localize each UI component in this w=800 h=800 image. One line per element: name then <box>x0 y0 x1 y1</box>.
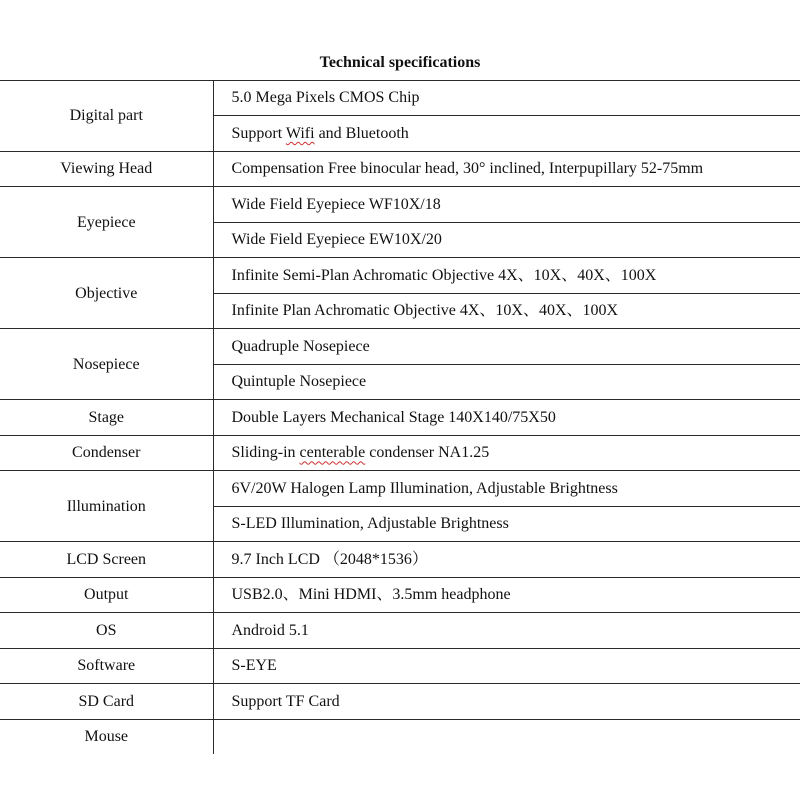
spec-value: Android 5.1 <box>213 613 800 649</box>
spec-value: Double Layers Mechanical Stage 140X140/75X50 <box>213 400 800 436</box>
row-label-software: Software <box>0 648 213 684</box>
spec-value: 6V/20W Halogen Lamp Illumination, Adjustable Brightness <box>213 471 800 507</box>
spec-value: Support Wifi and Bluetooth <box>213 116 800 152</box>
spellcheck-underline: centerable <box>299 444 366 462</box>
spec-value: USB2.0、Mini HDMI、3.5mm headphone <box>213 577 800 613</box>
table-row <box>0 471 800 507</box>
table-row <box>0 577 800 613</box>
table-row <box>0 684 800 720</box>
row-label-objective: Objective <box>0 258 213 329</box>
row-label-condenser: Condenser <box>0 435 213 471</box>
spec-sheet <box>0 45 800 754</box>
table-row <box>0 80 800 116</box>
spec-value: Wide Field Eyepiece EW10X/20 <box>213 222 800 258</box>
row-label-output: Output <box>0 577 213 613</box>
title-row <box>0 45 800 80</box>
spec-value: Quintuple Nosepiece <box>213 364 800 400</box>
table-row <box>0 719 800 754</box>
spec-value: Infinite Semi-Plan Achromatic Objective 4X、10X、40X、100X <box>213 258 800 294</box>
table-row <box>0 258 800 294</box>
table-row <box>0 187 800 223</box>
table-row <box>0 329 800 365</box>
table-row <box>0 648 800 684</box>
table-row <box>0 542 800 578</box>
row-label-illumination: Illumination <box>0 471 213 542</box>
row-label-lcd-screen: LCD Screen <box>0 542 213 578</box>
spec-value: Wide Field Eyepiece WF10X/18 <box>213 187 800 223</box>
row-label-digital-part: Digital part <box>0 80 213 151</box>
spellcheck-underline: Wifi <box>285 124 315 142</box>
row-label-eyepiece: Eyepiece <box>0 187 213 258</box>
table-row <box>0 400 800 436</box>
spec-value: Infinite Plan Achromatic Objective 4X、10X、40X、100X <box>213 293 800 329</box>
spec-value: S-LED Illumination, Adjustable Brightness <box>213 506 800 542</box>
table-row <box>0 613 800 649</box>
spec-value: Compensation Free binocular head, 30° inclined, Interpupillary 52-75mm <box>213 151 800 187</box>
row-label-os: OS <box>0 613 213 649</box>
row-label-mouse: Mouse <box>0 719 213 754</box>
table-title: Technical specifications <box>0 45 800 80</box>
table-row <box>0 435 800 471</box>
spec-value: S-EYE <box>213 648 800 684</box>
spec-value: Sliding-in centerable condenser NA1.25 <box>213 435 800 471</box>
spec-value: Support TF Card <box>213 684 800 720</box>
row-label-sd-card: SD Card <box>0 684 213 720</box>
row-label-viewing-head: Viewing Head <box>0 151 213 187</box>
row-label-nosepiece: Nosepiece <box>0 329 213 400</box>
spec-table <box>0 45 800 754</box>
table-row <box>0 151 800 187</box>
spec-value: 5.0 Mega Pixels CMOS Chip <box>213 80 800 116</box>
spec-value <box>213 719 800 754</box>
spec-value: 9.7 Inch LCD （2048*1536） <box>213 542 800 578</box>
spec-value: Quadruple Nosepiece <box>213 329 800 365</box>
row-label-stage: Stage <box>0 400 213 436</box>
